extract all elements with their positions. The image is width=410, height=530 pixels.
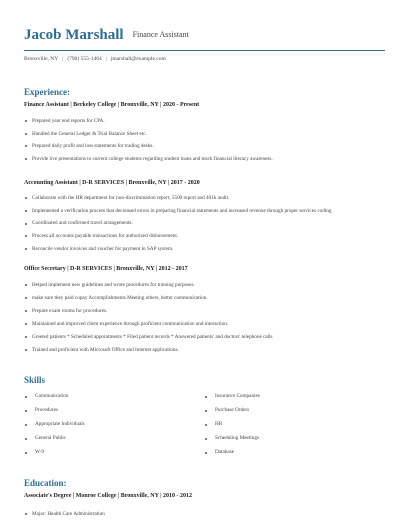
bullet-text: Maintained and improved client experience through proficient communication and interaction. xyxy=(32,321,229,327)
job-header: Finance Assistant | Berkeley College | Bronxville, NY | 2020 - Present xyxy=(24,102,200,108)
contact-line xyxy=(24,56,166,62)
bullet-text: Collaborate with the HR department for non-discrimination report, 5500 report and 401k audit. xyxy=(32,195,230,201)
bullet-dot xyxy=(25,297,27,299)
skill-item xyxy=(204,407,379,421)
list-item xyxy=(24,295,384,308)
bullet-text: Prepared year end reports for CPA. xyxy=(32,118,105,124)
bullet-dot xyxy=(205,424,207,426)
list-item xyxy=(24,208,384,221)
list-item xyxy=(24,131,384,144)
contact-phone: (790) 555-1464 xyxy=(67,56,102,62)
bullet-dot xyxy=(25,323,27,325)
skill-item xyxy=(204,393,379,407)
bullet-text: Greeted patients * Scheduled appointments * Filed patient records * Answered patients' and doctors' telephone calls xyxy=(32,334,273,340)
list-item xyxy=(24,156,384,169)
bullet-text: Handled the General Ledger & Trial Balance Sheet etc. xyxy=(32,130,147,137)
list-item xyxy=(24,511,384,523)
bullet-dot xyxy=(25,349,27,351)
skill-item xyxy=(24,407,199,421)
bullet-dot xyxy=(205,396,207,398)
bullet-text: Implemented a verification process that decreased errors in preparing financial statements and increased revenue through proper services coding xyxy=(32,207,332,214)
bullet-dot xyxy=(25,248,27,250)
bullet-text: Helped implement new guidelines and wrote procedures for training purposes. xyxy=(32,282,195,288)
bullet-dot xyxy=(25,452,27,454)
header-divider xyxy=(24,50,385,51)
education-bullet-list xyxy=(24,511,384,523)
list-item xyxy=(24,233,384,246)
bullet-text: Prepare exam rooms for procedures. xyxy=(32,308,108,314)
skill-item xyxy=(24,449,199,463)
skills-heading: Skills xyxy=(24,375,46,385)
job-bullet-list xyxy=(24,282,384,360)
resume-header xyxy=(24,26,386,44)
bullet-text: Prepared daily profit and loss statements for trading desks. xyxy=(32,143,154,149)
experience-heading: Experience: xyxy=(24,87,70,97)
contact-separator: | xyxy=(62,56,64,62)
skill-label: General Public xyxy=(35,435,66,441)
list-item xyxy=(24,246,384,259)
candidate-name: Jacob Marshall xyxy=(24,27,124,43)
bullet-dot xyxy=(205,452,207,454)
bullet-dot xyxy=(25,396,27,398)
job-bullet-list xyxy=(24,195,384,258)
skill-label: HR xyxy=(215,421,223,427)
bullet-dot xyxy=(25,133,27,135)
education-header: Associate's Degree | Monroe College | Bronxville, NY | 2010 - 2012 xyxy=(24,493,193,499)
bullet-dot xyxy=(25,410,27,412)
bullet-dot xyxy=(25,513,27,515)
bullet-dot xyxy=(205,410,207,412)
bullet-dot xyxy=(25,424,27,426)
bullet-dot xyxy=(25,223,27,225)
candidate-title: Finance Assistant xyxy=(132,30,189,39)
bullet-text: Process all accounts payable transactions for authorized disbursement. xyxy=(32,233,179,240)
skills-column-right xyxy=(204,393,379,463)
bullet-dot xyxy=(25,197,27,199)
bullet-dot xyxy=(25,336,27,338)
job-header: Office Secretary | D-R SERVICES | Bronxville, NY | 2012 - 2017 xyxy=(24,266,188,272)
list-item xyxy=(24,195,384,208)
bullet-dot xyxy=(25,210,27,212)
bullet-dot xyxy=(25,158,27,160)
bullet-text: Provide live presentations to current college students regarding student loans and teach financial literacy awareness. xyxy=(32,155,273,162)
skills-column-left xyxy=(24,393,199,463)
skill-item xyxy=(204,449,379,463)
bullet-dot xyxy=(25,310,27,312)
bullet-text: Major: Health Care Administration xyxy=(32,511,105,517)
list-item xyxy=(24,143,384,156)
bullet-text: Trained and proficient with Microsoft Office and Internet applications. xyxy=(32,347,179,353)
skill-item xyxy=(24,393,199,407)
skill-label: W-9 xyxy=(35,449,44,455)
skill-label: Database xyxy=(215,449,235,455)
list-item xyxy=(24,321,384,334)
skill-label: Procedures xyxy=(35,407,59,413)
skill-item xyxy=(204,421,379,435)
bullet-text: Coordinated and confirmed travel arrangements. xyxy=(32,220,133,227)
list-item xyxy=(24,347,384,360)
contact-email: jmarshall@example.com xyxy=(110,56,166,62)
skill-label: Appropriate Individuals xyxy=(35,421,85,427)
skill-item xyxy=(24,421,199,435)
skill-label: Insurance Companies xyxy=(215,393,260,399)
bullet-dot xyxy=(205,438,207,440)
job-bullet-list xyxy=(24,118,384,168)
skill-label: Communication xyxy=(35,393,69,399)
skill-item xyxy=(24,435,199,449)
education-heading: Education: xyxy=(24,478,67,488)
bullet-dot xyxy=(25,438,27,440)
skill-label: Purchase Orders xyxy=(215,407,250,413)
bullet-dot xyxy=(25,284,27,286)
list-item xyxy=(24,308,384,321)
bullet-dot xyxy=(25,120,27,122)
list-item xyxy=(24,220,384,233)
list-item xyxy=(24,118,384,131)
bullet-text: make sure they paid copay Accomplishments Meeting others, better communication. xyxy=(32,295,208,301)
contact-location: Bronxville, NY xyxy=(24,56,59,62)
list-item xyxy=(24,282,384,295)
job-header: Accounting Assistant | D-R SERVICES | Bronxville, NY | 2017 - 2020 xyxy=(24,180,200,186)
contact-separator: | xyxy=(105,56,107,62)
bullet-dot xyxy=(25,145,27,147)
list-item xyxy=(24,334,384,347)
bullet-text: Reconcile vendor invoices and voucher for payment in SAP system. xyxy=(32,245,174,252)
skill-label: Scheduling Meetings xyxy=(215,435,259,441)
skill-item xyxy=(204,435,379,449)
bullet-dot xyxy=(25,235,27,237)
